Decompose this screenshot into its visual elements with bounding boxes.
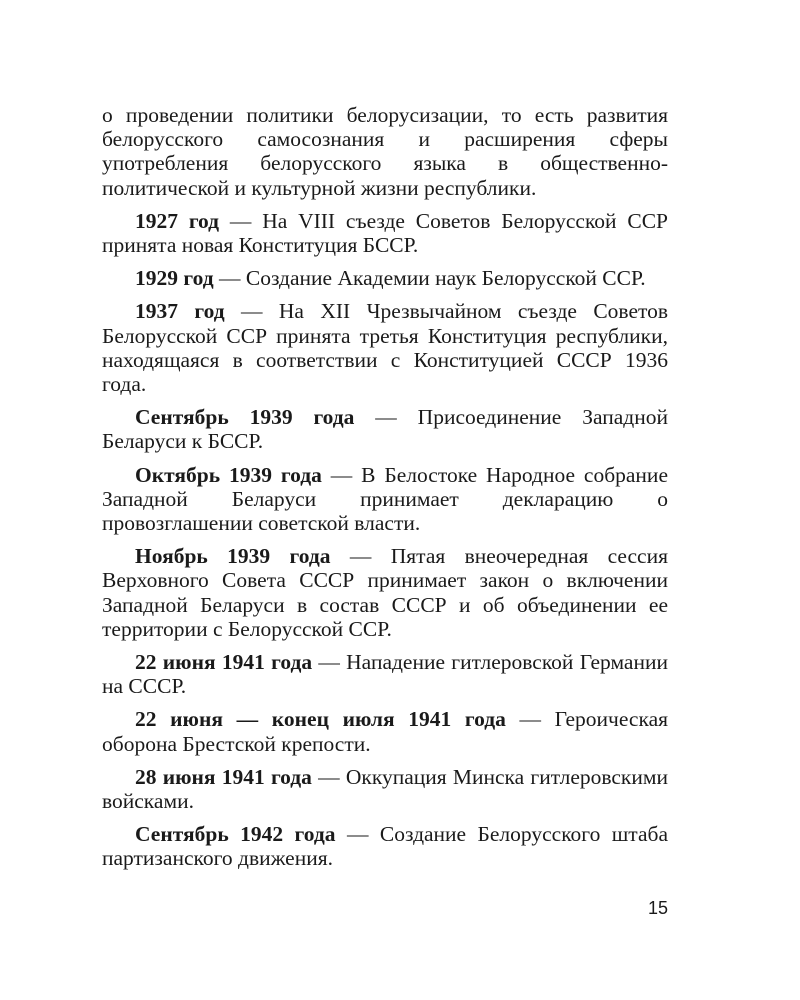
entry-text: — В Белостоке Народное собрание Западной Беларуси принимает декларацию о провозглашении советской власти. (102, 462, 668, 536)
entry-date: Октябрь 1939 года (135, 462, 322, 487)
chronology-entry-oct-1939 (102, 463, 668, 536)
entry-date: Сентябрь 1939 года (135, 405, 355, 430)
entry-text: — Нападение гитлеровской Германии на СССР. (102, 650, 668, 699)
entry-text: — На XII Чрезвычайном съезде Советов Белорусской ССР принята третья Конституция республики, находящаяся в соответствии с Конституцией СССР 1936 года. (102, 299, 668, 397)
entry-text: — Пятая внеочередная сессия Верховного Совета СССР принимает закон о включении Западной Беларуси в состав СССР и об объединении ее территории с Белорусской ССР. (102, 544, 668, 641)
entry-text: — Создание Академии наук Белорусской ССР. (213, 266, 646, 291)
page-body (102, 103, 668, 880)
chronology-entry-jun-22-1941 (102, 650, 668, 698)
chronology-entry-1927 (102, 209, 668, 257)
entry-date: 1937 год (135, 299, 225, 324)
chronology-entry-sep-1942 (102, 822, 668, 870)
entry-date: 1927 год (135, 208, 220, 233)
page-number: 15 (647, 898, 668, 918)
chronology-entry-brest-1941 (102, 707, 668, 755)
entry-text: — Оккупация Минска гитлеровскими войсками. (102, 764, 668, 814)
chronology-entry-1937 (102, 299, 668, 396)
continuation-paragraph: о проведении политики белорусизации, то есть развития белорусского самосознания и расширения сферы употребления белорусского языка в общественно-политической и культурной жизни республики. (102, 103, 668, 200)
entry-date: 22 июня 1941 года (135, 650, 313, 675)
chronology-entry-nov-1939 (102, 544, 668, 641)
entry-text: — Присоединение Западной Беларуси к БССР. (102, 405, 668, 454)
entry-date: 22 июня — конец июля 1941 года (135, 707, 506, 732)
entry-text: — Создание Белорусского штаба партизанского движения. (102, 822, 668, 871)
entry-text: — Героическая оборона Брестской крепости. (102, 707, 668, 756)
entry-date: 1929 год (135, 266, 214, 291)
entry-date: Сентябрь 1942 года (135, 822, 336, 847)
entry-date: Ноябрь 1939 года (135, 544, 331, 569)
chronology-entry-1929 (102, 266, 668, 290)
chronology-entry-jun-28-1941 (102, 765, 668, 813)
chronology-entry-sep-1939 (102, 405, 668, 453)
entry-date: 28 июня 1941 года (135, 764, 312, 789)
entry-text: — На VIII съезде Советов Белорусской ССР принята новая Конституция БССР. (102, 208, 669, 258)
